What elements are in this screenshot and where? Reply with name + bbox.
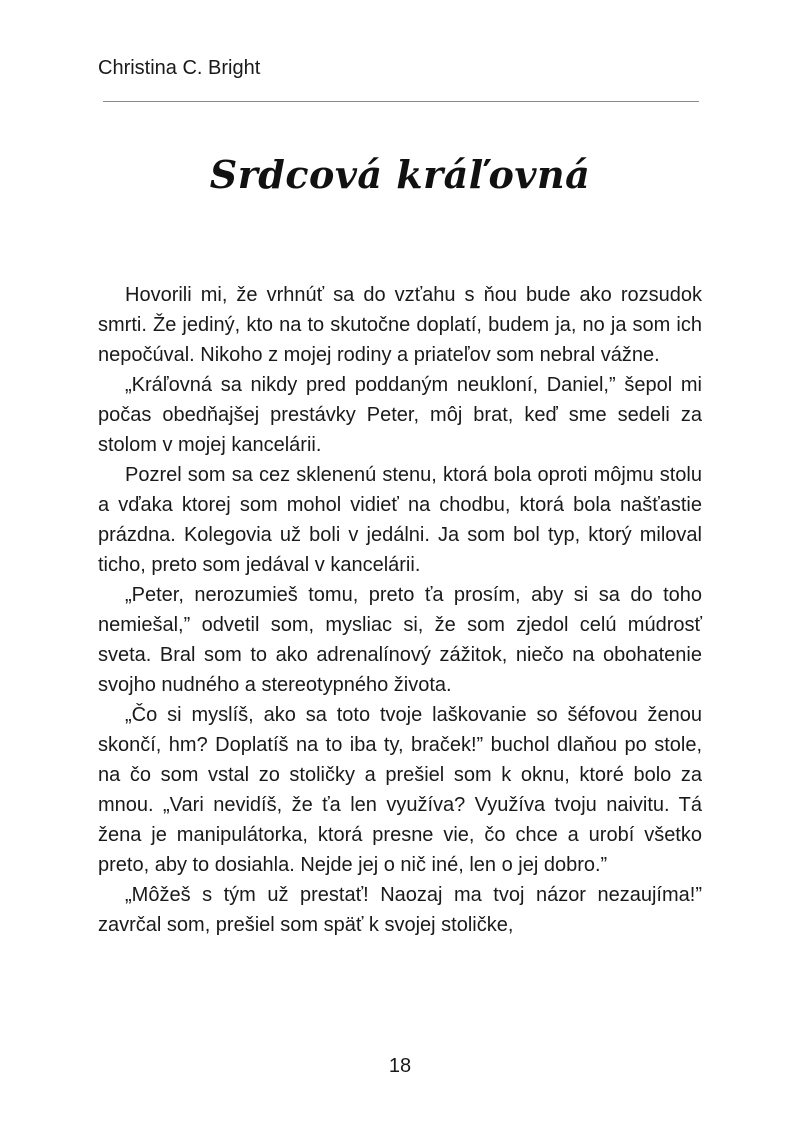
body-text xyxy=(98,280,702,940)
paragraph: Pozrel som sa cez sklenenú stenu, ktorá bola oproti môjmu stolu a vďaka ktorej som mohol vidieť na chodbu, ktorá bola našťastie prázdna. Kolegovia už boli v jedálni. Ja som bol typ, ktorý miloval ticho, preto som jedával v kancelárii. xyxy=(98,464,702,576)
paragraph: „Peter, nerozumieš tomu, preto ťa prosím, aby si sa do toho nemiešal,” odvetil som, mysliac si, že som zjedol celú múdrosť sveta. Bral som to ako adrenalínový zážitok, niečo na obohatenie svojho nudného a stereotypného života. xyxy=(98,584,702,696)
chapter-title: Srdcová kráľovná xyxy=(209,152,591,197)
paragraph: „Čo si myslíš, ako sa toto tvoje laškovanie so šéfovou ženou skončí, hm? Doplatíš na to iba ty, braček!” buchol dlaňou po stole, na čo som vstal zo stoličky a prešiel som k oknu, ktoré bolo za mnou. „Vari nevidíš, že ťa len využíva? Využíva tvoju naivitu. Tá žena je manipulátorka, ktorá presne vie, čo chce a urobí všetko preto, aby to dosiahla. Nejde jej o nič iné, len o jej dobro.” xyxy=(98,704,702,876)
page-number: 18 xyxy=(388,1055,412,1077)
paragraph: „Kráľovná sa nikdy pred poddaným neukloní, Daniel,” šepol mi počas obedňajšej prestávky Peter, môj brat, keď sme sedeli za stolom v mojej kancelárii. xyxy=(98,374,702,456)
paragraph: Hovorili mi, že vrhnúť sa do vzťahu s ňou bude ako rozsudok smrti. Že jediný, kto na to skutočne doplatí, budem ja, no ja som ich nepočúval. Nikoho z mojej rodiny a priateľov som nebral vážne. xyxy=(98,284,702,366)
running-header-author: Christina C. Bright xyxy=(98,57,261,79)
paragraph: „Môžeš s tým už prestať! Naozaj ma tvoj názor nezaujíma!” zavrčal som, prešiel som späť k svojej stoličke, xyxy=(98,884,702,936)
header-divider xyxy=(103,101,699,102)
